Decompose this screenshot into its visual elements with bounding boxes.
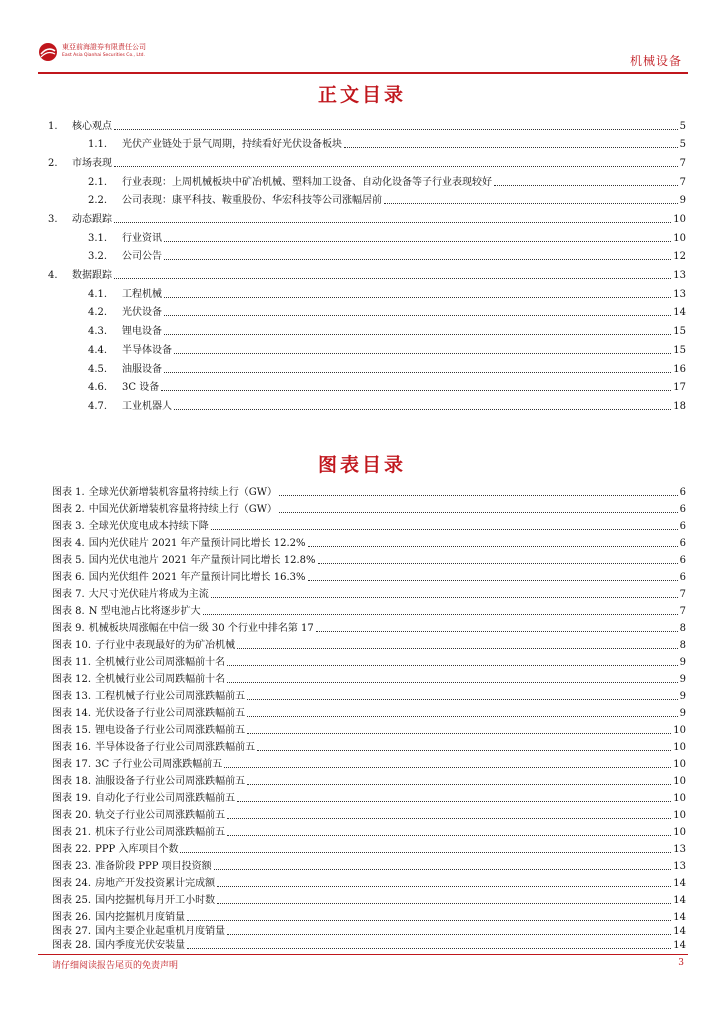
toc-entry-title: 光伏设备 — [122, 307, 162, 318]
toc-entry-page: 5 — [679, 121, 686, 132]
figure-entry[interactable] — [52, 724, 686, 737]
figure-entry-page: 10 — [673, 742, 686, 753]
figure-entry-page: 14 — [673, 878, 686, 889]
toc-entry[interactable] — [48, 232, 686, 245]
toc-entry[interactable] — [48, 176, 686, 189]
figure-entry-number: 图表 13. — [52, 691, 92, 702]
figure-entry[interactable] — [52, 809, 686, 822]
toc-entry-number: 3. — [48, 214, 58, 225]
figure-entry-title: 国内光伏电池片 2021 年产量预计同比增长 12.8% — [88, 555, 316, 566]
leader-dots — [164, 315, 671, 316]
figure-entry-title: 机械板块周涨幅在中信一级 30 个行业中排名第 17 — [88, 623, 314, 634]
toc-entry-page: 16 — [673, 364, 686, 375]
toc-entry-title: 油服设备 — [122, 364, 162, 375]
leader-dots — [247, 733, 671, 734]
leader-dots — [224, 767, 671, 768]
leader-dots — [237, 801, 671, 802]
toc-entry[interactable] — [48, 250, 686, 263]
figure-entry-page: 10 — [673, 827, 686, 838]
toc-entry-title: 光伏产业链处于景气周期，持续看好光伏设备板块 — [122, 139, 342, 150]
toc-entry[interactable] — [48, 157, 686, 170]
figure-entry-page: 14 — [673, 895, 686, 906]
figure-entry-title: 自动化子行业公司周涨跌幅前五 — [95, 793, 236, 804]
figure-entry-number: 图表 14. — [52, 708, 92, 719]
section-tag: 机械设备 — [629, 54, 682, 68]
figure-entry-number: 图表 1. — [52, 487, 85, 498]
leader-dots — [227, 934, 671, 935]
figure-entry[interactable] — [52, 673, 686, 686]
toc-entry-number: 4.3. — [88, 326, 108, 337]
toc-entry-number: 4.1. — [88, 289, 108, 300]
toc-entry-title: 动态跟踪 — [72, 214, 112, 225]
toc-entry-title: 数据跟踪 — [72, 270, 112, 281]
figure-entry[interactable] — [52, 571, 686, 584]
toc-entry-number: 4.7. — [88, 401, 108, 412]
company-logo-icon — [38, 42, 58, 62]
figure-entry-page: 10 — [673, 759, 686, 770]
figure-entry[interactable] — [52, 860, 686, 873]
leader-dots — [247, 784, 671, 785]
leader-dots — [316, 631, 678, 632]
toc-entry-page: 13 — [673, 289, 686, 300]
toc-entry-title: 公司公告 — [122, 251, 162, 262]
toc-entry[interactable] — [48, 138, 686, 151]
toc-entry[interactable] — [48, 325, 686, 338]
toc-entry-page: 15 — [673, 326, 686, 337]
toc-entry-number: 4.4. — [88, 345, 108, 356]
toc-entry-page: 14 — [673, 307, 686, 318]
figure-entry[interactable] — [52, 826, 686, 839]
leader-dots — [114, 166, 678, 167]
figure-entry-title: 3C 子行业公司周涨跌幅前五 — [95, 759, 223, 770]
figure-entry-number: 图表 17. — [52, 759, 92, 770]
toc-entry[interactable] — [48, 288, 686, 301]
toc-entry[interactable] — [48, 381, 686, 394]
leader-dots — [344, 147, 678, 148]
toc-entry-page: 18 — [673, 401, 686, 412]
leader-dots — [384, 203, 678, 204]
figure-entry-page: 9 — [679, 708, 686, 719]
toc-entry[interactable] — [48, 363, 686, 376]
figure-entry-page: 10 — [673, 776, 686, 787]
figure-entry[interactable] — [52, 639, 686, 652]
figure-entry[interactable] — [52, 503, 686, 516]
figure-entry[interactable] — [52, 792, 686, 805]
figure-entry-title: 国内光伏硅片 2021 年产量预计同比增长 12.2% — [88, 538, 306, 549]
company-logo — [38, 40, 168, 66]
figure-entry-title: 房地产开发投资累计完成额 — [95, 878, 216, 889]
figure-entry-title: 准备阶段 PPP 项目投资额 — [95, 861, 212, 872]
figure-entry-page: 14 — [673, 912, 686, 923]
toc-entry[interactable] — [48, 344, 686, 357]
toc-entry-number: 4. — [48, 270, 58, 281]
toc-entry-title: 工程机械 — [122, 289, 162, 300]
leader-dots — [227, 835, 671, 836]
figure-entry[interactable] — [52, 520, 686, 533]
leader-dots — [161, 390, 671, 391]
figure-entry-page: 6 — [679, 504, 686, 515]
figure-list-heading: 图表目录 — [317, 454, 406, 476]
toc-entry[interactable] — [48, 194, 686, 207]
figure-entry-page: 6 — [679, 487, 686, 498]
toc-entry-title: 公司表现：康平科技、鞍重股份、华宏科技等公司涨幅居前 — [122, 195, 382, 206]
figure-entry-title: PPP 入库项目个数 — [95, 844, 179, 855]
toc-entry-page: 12 — [673, 251, 686, 262]
header-divider — [38, 72, 688, 74]
figure-entry-number: 图表 16. — [52, 742, 92, 753]
leader-dots — [227, 682, 678, 683]
figure-entry[interactable] — [52, 605, 686, 618]
toc-entry[interactable] — [48, 269, 686, 282]
company-name-cn: 東亞前海證券有限責任公司 — [62, 43, 146, 51]
figure-entry-number: 图表 15. — [52, 725, 92, 736]
figure-entry-page: 14 — [673, 940, 686, 951]
figure-entry-number: 图表 24. — [52, 878, 92, 889]
leader-dots — [164, 334, 671, 335]
toc-entry-number: 4.6. — [88, 382, 108, 393]
toc-entry-number: 3.2. — [88, 251, 108, 262]
figure-entry-number: 图表 8. — [52, 606, 85, 617]
toc-entry-title: 行业表现：上周机械板块中矿冶机械、塑料加工设备、自动化设备等子行业表现较好 — [122, 177, 492, 188]
toc-entry-page: 10 — [673, 214, 686, 225]
leader-dots — [279, 512, 678, 513]
figure-entry-title: 国内主要企业起重机月度销量 — [95, 926, 226, 937]
figure-entry-number: 图表 28. — [52, 940, 92, 951]
leader-dots — [211, 597, 678, 598]
toc-entry[interactable] — [48, 120, 686, 133]
figure-entry[interactable] — [52, 741, 686, 754]
figure-entry-page: 8 — [679, 640, 686, 651]
figure-entry-page: 6 — [679, 555, 686, 566]
figure-entry-page: 8 — [679, 623, 686, 634]
leader-dots — [211, 529, 678, 530]
toc-entry[interactable] — [48, 213, 686, 226]
figure-entry-number: 图表 21. — [52, 827, 92, 838]
leader-dots — [257, 750, 671, 751]
toc-entry[interactable] — [48, 306, 686, 319]
figure-entry-title: 国内光伏组件 2021 年产量预计同比增长 16.3% — [88, 572, 306, 583]
toc-entry-title: 3C 设备 — [122, 382, 160, 393]
figure-entry-page: 9 — [679, 691, 686, 702]
figure-entry-number: 图表 20. — [52, 810, 92, 821]
figure-entry-page: 6 — [679, 572, 686, 583]
figure-entry[interactable] — [52, 622, 686, 635]
figure-entry-number: 图表 12. — [52, 674, 92, 685]
toc-entry-page: 15 — [673, 345, 686, 356]
toc-entry-title: 市场表现 — [72, 158, 112, 169]
page-header — [38, 40, 688, 72]
toc-entry-number: 3.1. — [88, 233, 108, 244]
figure-entry-title: 全机械行业公司周跌幅前十名 — [95, 674, 226, 685]
toc-entry-title: 行业资讯 — [122, 233, 162, 244]
figure-entry-title: 国内挖掘机每月开工小时数 — [95, 895, 216, 906]
figure-entry-number: 图表 25. — [52, 895, 92, 906]
toc-entry-page: 17 — [673, 382, 686, 393]
toc-entry-number: 2.2. — [88, 195, 108, 206]
figure-entry-number: 图表 10. — [52, 640, 92, 651]
toc-entry-title: 半导体设备 — [122, 345, 172, 356]
figure-entry-number: 图表 9. — [52, 623, 85, 634]
toc-entry-page: 10 — [673, 233, 686, 244]
leader-dots — [214, 869, 672, 870]
figure-entry-title: 全机械行业公司周涨幅前十名 — [95, 657, 226, 668]
leader-dots — [217, 886, 671, 887]
page-number: 3 — [678, 958, 684, 968]
figure-entry-number: 图表 18. — [52, 776, 92, 787]
toc-entry-number: 2.1. — [88, 177, 108, 188]
figure-entry-number: 图表 2. — [52, 504, 85, 515]
leader-dots — [164, 372, 671, 373]
toc-entry-number: 2. — [48, 158, 58, 169]
figure-entry[interactable] — [52, 843, 686, 856]
figure-entry-page: 10 — [673, 793, 686, 804]
figure-entry[interactable] — [52, 925, 686, 938]
figure-entry-page: 7 — [679, 589, 686, 600]
leader-dots — [174, 353, 671, 354]
figure-entry-page: 6 — [679, 538, 686, 549]
figure-entry[interactable] — [52, 486, 686, 499]
toc-entry-number: 1.1. — [88, 139, 108, 150]
figure-entry[interactable] — [52, 537, 686, 550]
figure-entry-page: 6 — [679, 521, 686, 532]
figure-entry[interactable] — [52, 911, 686, 924]
figure-entry-title: 全球光伏度电成本持续下降 — [88, 521, 209, 532]
toc-heading: 正文目录 — [317, 84, 406, 106]
figure-entry-title: 锂电设备子行业公司周涨跌幅前五 — [95, 725, 246, 736]
leader-dots — [164, 297, 671, 298]
figure-entry-page: 9 — [679, 657, 686, 668]
figure-entry-title: 半导体设备子行业公司周涨跌幅前五 — [95, 742, 256, 753]
toc-entry-title: 核心观点 — [72, 121, 112, 132]
figure-entry[interactable] — [52, 775, 686, 788]
figure-entry-number: 图表 7. — [52, 589, 85, 600]
figure-entry-page: 9 — [679, 674, 686, 685]
leader-dots — [308, 546, 678, 547]
figure-entry[interactable] — [52, 690, 686, 703]
figure-entry-page: 7 — [679, 606, 686, 617]
figure-entry[interactable] — [52, 877, 686, 890]
figure-entry-number: 图表 6. — [52, 572, 85, 583]
figure-entry-title: 全球光伏新增装机容量将持续上行（GW） — [88, 487, 278, 498]
company-name-en: East Asia Qianhai Securities Co., Ltd. — [62, 53, 145, 58]
figure-entry[interactable] — [52, 656, 686, 669]
figure-entry-number: 图表 11. — [52, 657, 92, 668]
leader-dots — [114, 129, 678, 130]
figure-entry-number: 图表 3. — [52, 521, 85, 532]
figure-entry-title: 油服设备子行业公司周涨跌幅前五 — [95, 776, 246, 787]
leader-dots — [217, 903, 671, 904]
figure-entry-number: 图表 4. — [52, 538, 85, 549]
figure-entry-page: 14 — [673, 926, 686, 937]
figure-entry-number: 图表 5. — [52, 555, 85, 566]
figure-entry-title: 国内挖掘机月度销量 — [95, 912, 186, 923]
figure-entry-title: 中国光伏新增装机容量将持续上行（GW） — [88, 504, 278, 515]
figure-entry-title: 子行业中表现最好的为矿冶机械 — [95, 640, 236, 651]
toc-entry-title: 锂电设备 — [122, 326, 162, 337]
leader-dots — [237, 648, 678, 649]
figure-entry-title: 轨交子行业公司周涨跌幅前五 — [95, 810, 226, 821]
figure-entry[interactable] — [52, 758, 686, 771]
toc-entry-page: 7 — [679, 158, 686, 169]
toc-entry-page: 5 — [679, 139, 686, 150]
leader-dots — [203, 614, 678, 615]
leader-dots — [114, 278, 671, 279]
figure-entry[interactable] — [52, 939, 686, 952]
leader-dots — [494, 185, 678, 186]
figure-entry-page: 10 — [673, 725, 686, 736]
figure-entry[interactable] — [52, 554, 686, 567]
leader-dots — [174, 409, 671, 410]
figure-entry-title: 工程机械子行业公司周涨跌幅前五 — [95, 691, 246, 702]
leader-dots — [227, 818, 671, 819]
figure-entry-number: 图表 26. — [52, 912, 92, 923]
figure-entry[interactable] — [52, 707, 686, 720]
figure-entry-title: N 型电池占比将逐步扩大 — [88, 606, 201, 617]
figure-entry-page: 13 — [673, 844, 686, 855]
leader-dots — [164, 259, 671, 260]
toc-entry-page: 9 — [679, 195, 686, 206]
leader-dots — [279, 495, 678, 496]
figure-entry-number: 图表 19. — [52, 793, 92, 804]
leader-dots — [247, 699, 678, 700]
toc-entry-number: 4.5. — [88, 364, 108, 375]
figure-entry-page: 13 — [673, 861, 686, 872]
figure-entry-number: 图表 27. — [52, 926, 92, 937]
leader-dots — [180, 852, 671, 853]
figure-entry-number: 图表 23. — [52, 861, 92, 872]
footer-divider — [38, 954, 688, 955]
figure-entry-title: 光伏设备子行业公司周涨跌幅前五 — [95, 708, 246, 719]
leader-dots — [247, 716, 678, 717]
figure-entry-page: 10 — [673, 810, 686, 821]
figure-entry-title: 大尺寸光伏硅片将成为主流 — [88, 589, 209, 600]
toc-entry-page: 7 — [679, 177, 686, 188]
figure-entry-title: 机床子行业公司周涨跌幅前五 — [95, 827, 226, 838]
leader-dots — [187, 948, 671, 949]
toc-entry-number: 1. — [48, 121, 58, 132]
leader-dots — [227, 665, 678, 666]
figure-entry[interactable] — [52, 894, 686, 907]
disclaimer-note: 请仔细阅读报告尾页的免责声明 — [52, 961, 179, 971]
leader-dots — [114, 222, 671, 223]
figure-entry-title: 国内季度光伏安装量 — [95, 940, 186, 951]
toc-entry[interactable] — [48, 400, 686, 413]
leader-dots — [308, 580, 678, 581]
leader-dots — [187, 920, 671, 921]
leader-dots — [318, 563, 678, 564]
figure-entry-number: 图表 22. — [52, 844, 92, 855]
toc-entry-number: 4.2. — [88, 307, 108, 318]
toc-entry-page: 13 — [673, 270, 686, 281]
leader-dots — [164, 241, 671, 242]
figure-entry[interactable] — [52, 588, 686, 601]
toc-entry-title: 工业机器人 — [122, 401, 172, 412]
